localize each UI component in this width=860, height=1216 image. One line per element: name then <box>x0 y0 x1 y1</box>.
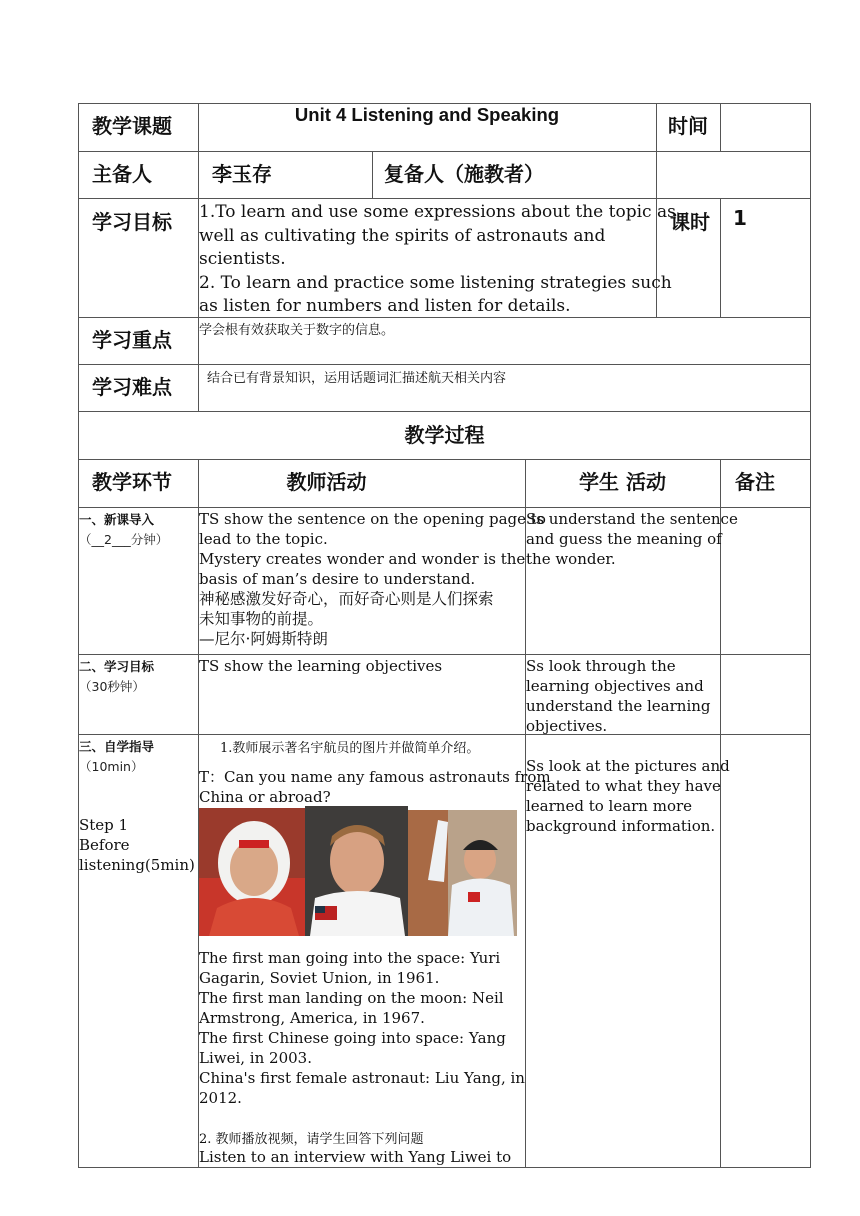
text-line: background information. <box>526 817 716 835</box>
row1-stage-title: 一、新课导入 <box>79 512 155 527</box>
text-line: basis of man’s desire to understand. <box>199 570 476 588</box>
row2-stage-time: （30秒钟） <box>79 679 145 694</box>
row2-teacher-activity <box>199 656 442 676</box>
objectives-line: scientists. <box>199 249 286 269</box>
astronaut-yang-liwei-icon <box>408 810 517 936</box>
text-line: objectives. <box>526 717 608 735</box>
objectives-line: well as cultivating the spirits of astronauts and <box>199 225 606 246</box>
text-line: Liwei, in 2003. <box>199 1049 312 1067</box>
col-stage: 教学环节 <box>92 470 172 494</box>
difficulty-text: 结合已有背景知识，运用话题词汇描述航天相关内容 <box>207 371 507 386</box>
text-line: The first man landing on the moon: Neil <box>199 989 504 1007</box>
astronaut-gagarin-icon <box>199 808 305 936</box>
row3-teacher-intro: 1.教师展示著名宇航员的图片并做简单介绍。 <box>220 741 480 756</box>
time-label: 时间 <box>668 114 708 138</box>
text-line: Ss look at the pictures and <box>526 757 730 775</box>
key-point-label: 学习重点 <box>92 328 172 352</box>
topic-value: Unit 4 Listening and Speaking <box>294 104 560 125</box>
text-line: listening(5min) <box>79 856 195 874</box>
text-line: TS show the sentence on the opening page to <box>199 510 546 528</box>
objectives-label: 学习目标 <box>92 210 172 234</box>
text-line: Before <box>79 836 130 854</box>
objectives-line: 1.To learn and use some expressions about the topic as <box>199 202 676 222</box>
col-student: 学生 活动 <box>579 470 666 494</box>
text-line: China's first female astronaut: Liu Yang, in <box>199 1069 525 1087</box>
lead-teacher-label: 主备人 <box>92 162 152 186</box>
text-line: Ss look through the <box>526 657 676 675</box>
text-line: related to what they have <box>526 777 721 795</box>
row3-teacher-task-line: Listen to an interview with Yang Liwei to <box>199 1148 512 1166</box>
co-teacher-label: 复备人（施教者） <box>384 162 544 186</box>
process-title: 教学过程 <box>404 423 485 447</box>
objectives-line: as listen for numbers and listen for details. <box>199 296 571 316</box>
text-line: The first Chinese going into space: Yang <box>199 1029 506 1047</box>
row3-teacher-task: 2. 教师播放视频，请学生回答下列问题 <box>199 1132 424 1147</box>
text-line: the wonder. <box>526 550 616 568</box>
astronaut-photo-gagarin <box>199 808 305 936</box>
text-line: Mystery creates wonder and wonder is the <box>199 550 526 568</box>
text-line: 2012. <box>199 1089 242 1107</box>
row3-stage-title: 三、自学指导 <box>79 739 155 754</box>
text-line: understand the learning <box>526 697 711 715</box>
row2-student-activity <box>526 656 711 736</box>
lead-teacher-value: 李玉存 <box>212 162 272 186</box>
col-teacher: 教师活动 <box>286 470 367 494</box>
text-line: Step 1 <box>79 816 129 834</box>
astronaut-armstrong-icon <box>305 806 408 936</box>
text-line: 神秘感激发好奇心，而好奇心则是人们探索 <box>199 590 494 608</box>
text-line: Gagarin, Soviet Union, in 1961. <box>199 969 440 987</box>
astronaut-photo-armstrong <box>305 806 408 936</box>
row1-teacher-activity <box>199 509 546 649</box>
text-line: learned to learn more <box>526 797 693 815</box>
col-notes: 备注 <box>735 470 775 494</box>
text-line: 未知事物的前提。 <box>199 610 324 628</box>
row1-student-activity <box>526 509 738 569</box>
row3-teacher-question <box>199 767 551 807</box>
text-line: and guess the meaning of <box>526 530 722 548</box>
text-line: Armstrong, America, in 1967. <box>199 1009 425 1027</box>
period-label: 课时 <box>670 210 710 234</box>
difficulty-label: 学习难点 <box>92 375 172 399</box>
row3-student-activity <box>526 756 730 836</box>
period-value: 1 <box>733 206 747 230</box>
text-line: China or abroad? <box>199 788 331 806</box>
objectives-text <box>199 201 676 319</box>
text-line: learning objectives and <box>526 677 704 695</box>
row3-step-label <box>79 815 195 875</box>
astronaut-photo-yang-liwei <box>408 810 517 936</box>
text-line: T：Can you name any famous astronauts from <box>199 768 551 786</box>
text-line: Ss understand the sentence <box>526 510 738 528</box>
text-line: The first man going into the space: Yuri <box>199 949 501 967</box>
text-line: —尼尔·阿姆斯特朗 <box>199 630 328 648</box>
topic-label: 教学课题 <box>92 114 172 138</box>
text-line: TS show the learning objectives <box>199 657 443 675</box>
row3-teacher-facts <box>199 948 525 1108</box>
row3-stage-time: （10min） <box>79 759 144 774</box>
key-point-text: 学会根有效获取关于数字的信息。 <box>199 323 395 338</box>
text-line: lead to the topic. <box>199 530 328 548</box>
row2-stage-title: 二、学习目标 <box>79 659 155 674</box>
row1-stage-time: （__2___分钟） <box>79 532 169 547</box>
objectives-line: 2. To learn and practice some listening strategies such <box>199 272 672 293</box>
